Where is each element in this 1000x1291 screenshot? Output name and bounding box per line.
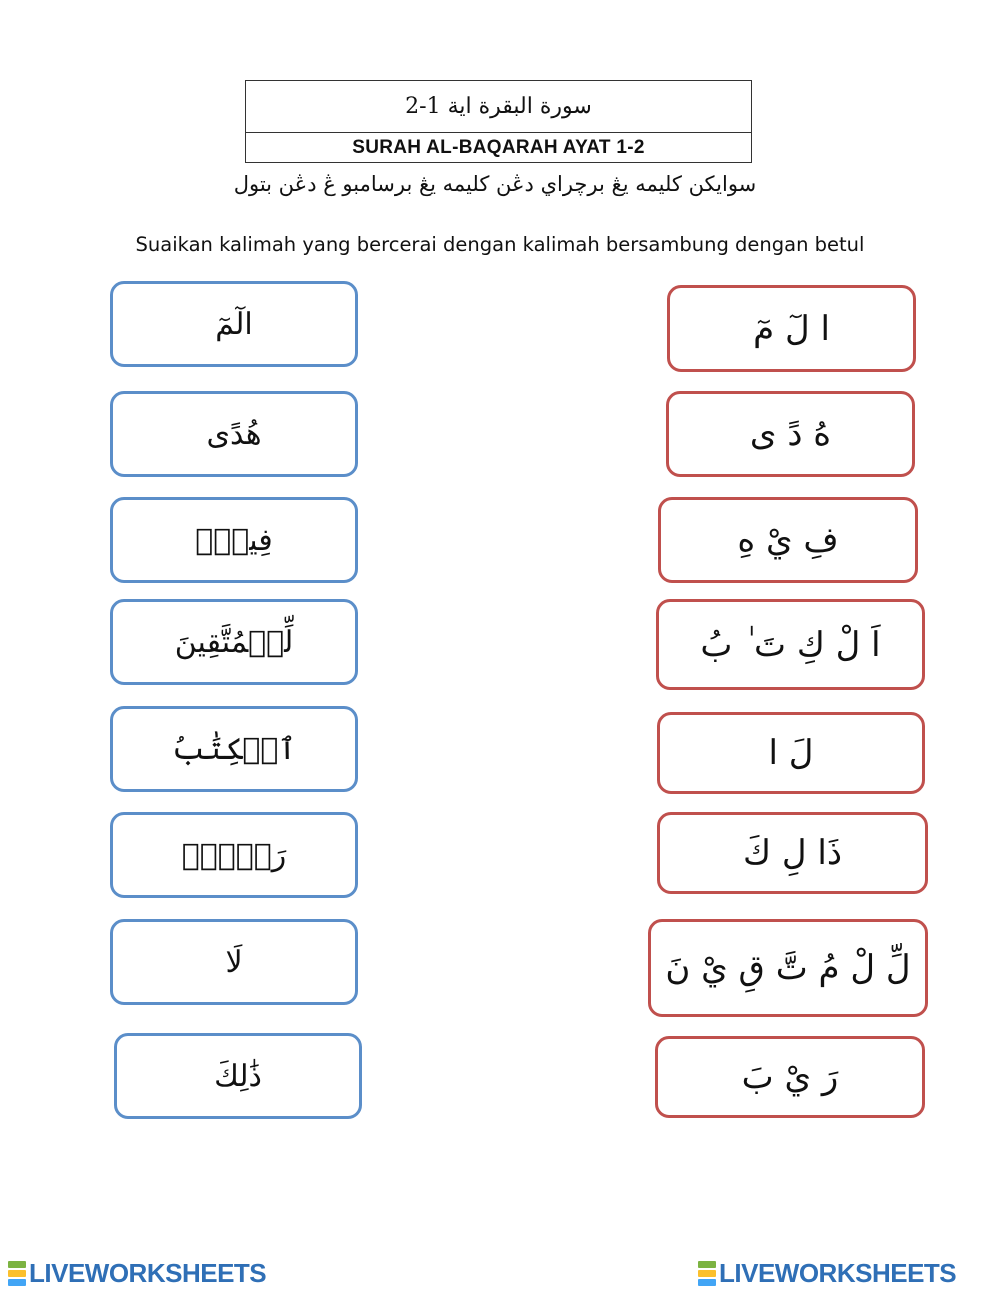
right-word-card-6[interactable]: ذَا لِ كَ — [657, 812, 928, 894]
title-latin: SURAH AL-BAQARAH AYAT 1-2 — [352, 137, 645, 158]
liveworksheets-logo-left — [8, 1258, 266, 1288]
instruction-malay: Suaikan kalimah yang bercerai dengan kalimah bersambung dengan betul — [135, 233, 865, 256]
right-word-card-3[interactable]: فِ يْ هِ — [658, 497, 918, 583]
left-word-card-8[interactable]: ذَٰلِكَ — [114, 1033, 362, 1119]
logo-text-left: LIVEWORKSHEETS — [29, 1257, 267, 1288]
title-box — [245, 80, 752, 163]
left-word-card-2[interactable]: هُدًى — [110, 391, 358, 477]
right-word-card-4[interactable]: اَ لْ كِ تَ ٰ بُ — [656, 599, 925, 690]
right-word-card-7[interactable]: لِّ لْ مُ تَّ قِ يْ نَ — [648, 919, 928, 1017]
logo-mark-icon — [8, 1260, 26, 1287]
left-word-card-1[interactable]: الٓمٓ — [110, 281, 358, 367]
right-word-card-1[interactable]: ا لٓ مٓ — [667, 285, 916, 372]
left-word-card-5[interactable]: ٱلۡكِتَٰبُ — [110, 706, 358, 792]
instruction-jawi: سوايكن كليمه يڠ برچراي دڠن كليمه يڠ برسامبو ڠ دڠن بتول — [233, 172, 757, 196]
left-word-card-6[interactable]: رَيۡبَۛ — [110, 812, 358, 898]
left-word-card-7[interactable]: لَا — [110, 919, 358, 1005]
liveworksheets-logo-right — [698, 1258, 956, 1288]
title-arabic: سورة البقرة اية 1-2 — [246, 81, 751, 133]
left-word-card-3[interactable]: فِيهِۛ — [110, 497, 358, 583]
right-word-card-2[interactable]: هُ دً ى — [666, 391, 915, 477]
logo-mark-icon — [698, 1260, 716, 1287]
left-word-card-4[interactable]: لِّلۡمُتَّقِينَ — [110, 599, 358, 685]
right-word-card-8[interactable]: رَ يْ بَ — [655, 1036, 925, 1118]
right-word-card-5[interactable]: لَ ا — [657, 712, 925, 794]
logo-text-right: LIVEWORKSHEETS — [719, 1257, 957, 1288]
